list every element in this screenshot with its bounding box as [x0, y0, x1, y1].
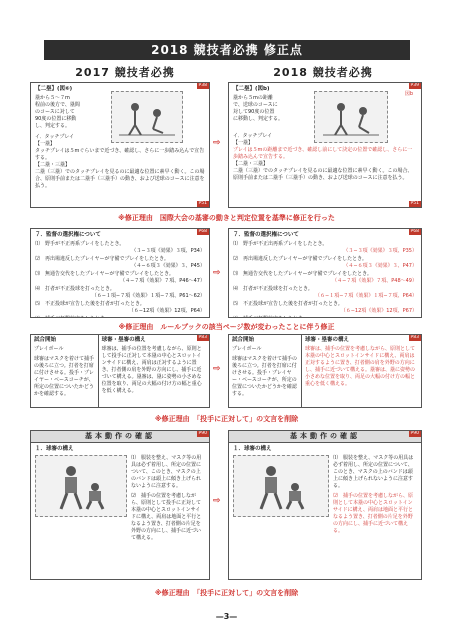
line: 対して90度の位置 [233, 109, 275, 115]
item-ref: （４−６項３《効果》３、P47） [343, 263, 417, 269]
table-col-2 [99, 335, 209, 407]
sub2-text: 二塁（三塁）でのタッチプレイを見るのに最適な位置に素早く動く。この場合、原則手前または二塁手（三塁手）の動き、および送球のコースに注意を払う。 [35, 169, 205, 189]
table-col-1 [229, 335, 302, 407]
sub1-text: タッチプレイは５mぐらいまで近づき、確認し、さらに一歩踏み込んで宣告する。 [35, 148, 205, 161]
page-tag: P83 [410, 335, 419, 340]
umpire-illustration [314, 91, 388, 143]
line: で、送球のコースに [233, 102, 278, 108]
list-item [35, 271, 205, 285]
item-ref: （４−７項《効果》７項、P46〜47） [120, 278, 205, 284]
list-item [35, 241, 205, 255]
catcher-umpire-illustration [233, 455, 329, 517]
page-tag: P68 [198, 229, 207, 234]
sec4-left-panel [30, 430, 210, 580]
list-item [35, 316, 205, 318]
list-item [233, 316, 417, 318]
list-item [35, 286, 205, 300]
table-col-2 [302, 335, 421, 407]
list-item: ⑴ 服装を整え、マスク等の用具は必ず着用し、所定の位置について、このとき、マスクの上のバンドは頭上に傾き上げられないように注意する。 [333, 455, 414, 489]
item-ref: （４−７項《効果》７項、P48〜49） [332, 278, 417, 284]
sub-heading: １．球審の構え [35, 446, 74, 452]
heading: ７．監督の選択権について [35, 232, 101, 238]
sub1-text: プレイは５mの距離まで近づき、確認し前にして決定の位置で確認し、さらに一歩踏み込んで宣告する。 [233, 147, 413, 160]
heading: 【二塁】(図b) [233, 86, 270, 92]
col-sub: プレイボール [232, 346, 262, 352]
catcher-sketch-icon [241, 459, 321, 513]
list-item [233, 286, 417, 300]
page-tag: P68 [410, 229, 419, 234]
text-column [333, 455, 417, 535]
sec1-left-panel [30, 82, 210, 208]
lines [233, 95, 303, 123]
list-item [35, 256, 205, 270]
item-text: ⑶ 無通告交代をしたプレイヤーが守備でプレイをしたとき。 [35, 271, 174, 277]
list-item [233, 256, 417, 270]
figure-label: 図b [404, 91, 413, 97]
sub1: 【一塁】 [35, 141, 56, 147]
item-text: ⑴ 野手が不正再系プレイをしたとき。 [35, 241, 125, 247]
page-tag: P90 [410, 431, 419, 436]
page-tag: P39 [410, 83, 419, 88]
touch-label: イ．タッチプレイ [35, 134, 75, 140]
page-tag-bottom: P51 [410, 201, 419, 206]
item-ref: （６−12項《効果》12項、P64） [128, 308, 205, 314]
col-text: 球審は、捕手の位置を考慮しながら、原則として投手に正対して本塁の中心とスロットインサイドに構え、両肩は正対するように置き、打者側の肩を外野の方向にし、捕手に近づいて構える。塁審は、塁に姿勢の小さめな位置を取り、両足の大幅の付け方の幅と重心を低く構える。 [101, 346, 202, 394]
arrow-icon: ⇨ [213, 268, 221, 278]
page-number: —3— [215, 612, 238, 621]
reason-2: ※修正理由 ルールブックの該当ページ数が変わったことに伴う修正 [118, 323, 335, 331]
sketch-column [233, 455, 329, 517]
col-head: 球審・塁審の構え [304, 337, 349, 343]
line: 程前の後方で、塁間 [35, 102, 80, 108]
item-text [35, 316, 110, 318]
page-tag-bottom: P51 [198, 201, 207, 206]
sub1: 【一塁】 [233, 140, 254, 146]
touch-label: イ．タッチプレイ [233, 133, 273, 139]
catcher-umpire-illustration [35, 455, 127, 517]
sec3-right-panel [228, 334, 422, 408]
reason-1: ※修正理由 国際大会の基審の動きと判定位置を基準に修正を行った [118, 214, 335, 222]
heading: 【二塁】(図⑥) [35, 86, 73, 92]
sec2-right-panel [228, 228, 422, 318]
line: に移動し、判定する。 [233, 116, 284, 122]
col-text: 球審はマスクを着けて捕手の後ろに立つ。打者を打席に付けさせる。投手・プレイヤー・ベースコーチが、所定の位置についたかどうかを確認する。 [232, 356, 298, 397]
mini-table [229, 335, 421, 407]
sec4-right-panel [228, 430, 422, 580]
col-text: 球審は、捕手の位置を考慮しながら、原則として本塁の中心とスロットインサイドに構え、両肩は正対するように置き、打者側の肩を外野の方向にし、捕手に近づいて構える。塁審は、塁に姿勢の小さめな位置を取り、両足の大幅の付け方の幅と重心を低く構える。 [304, 346, 415, 387]
item-text [233, 316, 308, 318]
section-title: 基本動作の確認 [229, 431, 421, 443]
item-ref: （３−３項《効果》３項、P34） [131, 248, 205, 254]
sub2: 【二塁・三塁】 [233, 161, 269, 167]
reason-3: ※修正理由 「投手に正対して」の文言を削除 [154, 415, 299, 423]
item-ref: （４−６項３《効果》３、P45） [131, 263, 205, 269]
line: 塁から５mの距離 [233, 95, 273, 101]
arrow-icon: ⇨ [213, 364, 221, 374]
sec3-left-panel [30, 334, 210, 408]
text-column [131, 455, 205, 542]
line: 塁から５～７m [35, 95, 70, 101]
page-tag: P38 [198, 83, 207, 88]
section-title: 基本動作の確認 [31, 431, 209, 443]
col-sub: プレイボール [34, 346, 64, 352]
item-text: ⑸ 不正投球が宣告した後を打者が打ったとき。 [35, 301, 145, 307]
play-sketch-icon [115, 95, 179, 139]
umpire-illustration [111, 91, 183, 143]
item-text: ⑷ 打者が不正投球を打ったとき。 [233, 286, 313, 292]
line: 90度の位置に移動 [35, 116, 77, 122]
heading: ７．監督の選択権について [233, 232, 299, 238]
play-sketch-icon [319, 95, 383, 139]
lines [35, 95, 105, 130]
table-col-1 [31, 335, 99, 407]
list-item: ⑴ 服装を整え、マスク等の用具は必ず着用し、所定の位置について、このとき、マスクの上のバンドは頭上に傾き上げられないように注意する。 [131, 455, 202, 489]
line: のコースに対して [35, 109, 75, 115]
catcher-sketch-icon [41, 459, 121, 513]
list-item [233, 301, 417, 315]
arrow-icon: ⇨ [213, 138, 221, 148]
sec1-right-panel [228, 82, 422, 208]
sketch-column [35, 455, 127, 517]
arrow-icon: ⇨ [213, 496, 221, 506]
item-ref: （６−１項−７項《効果》１項−７項、P61〜62） [91, 293, 205, 299]
page-banner: 2018 競技者必携 修正点 [44, 40, 410, 60]
list-item: ⑵ 捕手の位置を考慮しながら、原則として本塁の中心とスロットインサイドに構え、両肩は地面と平行となるよう置き、打者側の片足を外野の方向にし、捕手に近づいて構える。 [333, 493, 414, 534]
item-text: ⑵ 再出場違反したプレイヤーが守備でプレイをしたとき。 [35, 256, 169, 262]
right-column-title: 2018 競技者必携 [273, 66, 373, 79]
col-head: 球審・塁審の構え [101, 337, 146, 343]
item-ref: （６−１項−７項《効果》１項−７項、P64） [315, 293, 417, 299]
list-item [233, 241, 417, 255]
item-ref: （６−12項《効果》12項、P67） [340, 308, 417, 314]
mini-table [31, 335, 209, 407]
sec2-left-panel [30, 228, 210, 318]
reason-4: ※修正理由 「投手に正対して」の文言を削除 [154, 589, 299, 597]
col-text: 球審はマスクを着けて捕手の後ろに立つ。打者を打席に付けさせる。投手・プレイヤー・ベースコーチが、所定の位置についたかどうかを確認する。 [34, 356, 95, 397]
page-tag: P90 [198, 431, 207, 436]
item-text: ⑸ 不正投球が宣告した後を打者が打ったとき。 [233, 301, 343, 307]
item-text: ⑶ 無通告交代をしたプレイヤーが守備でプレイをしたとき。 [233, 271, 372, 277]
sub2: 【二塁・三塁】 [35, 162, 71, 168]
item-text: ⑴ 野手が不正出再系プレイをしたとき。 [233, 241, 328, 247]
line: し、判定する。 [35, 123, 71, 129]
item-text: ⑵ 再出場違反したプレイヤーが守備でプレイをしたとき。 [233, 256, 367, 262]
col-head: 試合開始 [34, 337, 57, 343]
list-item: ⑵ 捕手の位置を考慮しながら、原則として投手に正対して本塁の中心とスロットインサイドに構え、両肩は地面と平行となるよう置き、打者側の片足を外野の方向にし、捕手に近づいて構える。 [131, 493, 202, 541]
list-item [35, 301, 205, 315]
item-text: ⑷ 打者が不正投球を打ったとき。 [35, 286, 115, 292]
list-item [233, 271, 417, 285]
item-ref: （３−３項《効果》３項、P35） [343, 248, 417, 254]
sub2-text: 二塁（三塁）でのタッチプレイを見るのに最適な位置に素早く動く。この場合、原則手前または二塁手（三塁手）の動き、および送球のコースに注意を払う。 [233, 168, 413, 181]
sub-heading: １．球審の構え [233, 446, 272, 452]
col-head: 試合開始 [232, 337, 255, 343]
page-tag: P83 [198, 335, 207, 340]
left-column-title: 2017 競技者必携 [75, 66, 175, 79]
